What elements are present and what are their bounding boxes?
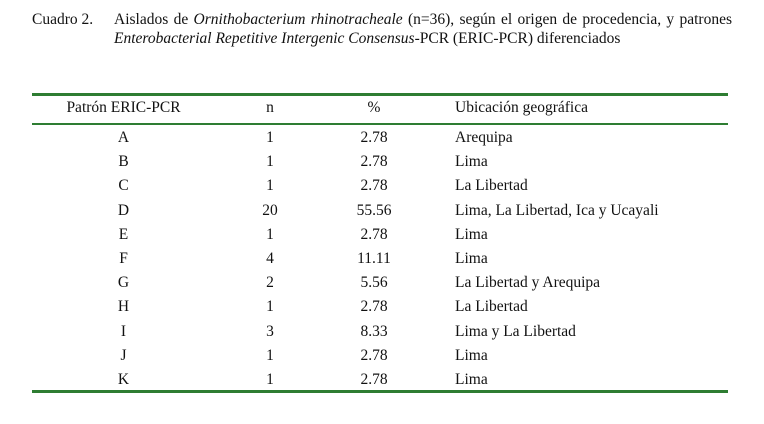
cell-n: 2: [266, 274, 274, 292]
cell-pattern: K: [117, 370, 130, 388]
table-bottom-rule: [32, 390, 728, 393]
cell-percent: 2.78: [360, 177, 388, 195]
cell-pattern: C: [118, 177, 129, 195]
cell-pattern: B: [118, 153, 129, 171]
table-header-row: [32, 99, 728, 121]
header-pattern: Patrón ERIC-PCR: [66, 99, 181, 116]
table-row: [32, 273, 728, 297]
table-row: [32, 322, 728, 346]
cell-percent: 2.78: [360, 370, 388, 388]
cell-percent: 2.78: [360, 346, 388, 364]
table-row: [32, 297, 728, 321]
header-n: n: [266, 99, 274, 116]
cell-percent: 2.78: [360, 225, 388, 243]
cell-location: La Libertad y Arequipa: [455, 274, 601, 292]
cell-location: Lima: [455, 370, 488, 388]
cell-percent: 2.78: [360, 298, 388, 316]
table-caption: [32, 10, 732, 48]
header-location: Ubicación geográfica: [455, 99, 588, 116]
caption-italic-species: Ornithobacterium rhinotracheale: [193, 11, 403, 28]
caption-text: [114, 10, 732, 48]
cell-n: 1: [266, 346, 274, 364]
cell-location: La Libertad: [455, 177, 528, 195]
cell-location: Lima: [455, 153, 488, 171]
cell-location: Lima y La Libertad: [455, 322, 576, 340]
cell-n: 3: [266, 322, 274, 340]
table-row: [32, 225, 728, 249]
caption-label: Cuadro 2.: [32, 11, 94, 28]
cell-location: Lima: [455, 249, 488, 267]
table-top-rule: [32, 93, 728, 96]
table-row: [32, 152, 728, 176]
cell-n: 1: [266, 153, 274, 171]
cell-n: 20: [262, 201, 278, 219]
caption-part-3: -PCR (ERIC-PCR) diferenciados: [414, 30, 621, 47]
cell-pattern: A: [117, 129, 130, 146]
table-body: [32, 128, 728, 394]
header-percent: %: [367, 99, 381, 116]
cell-pattern: D: [117, 201, 130, 219]
cell-percent: 5.56: [360, 274, 388, 292]
cell-pattern: E: [118, 225, 129, 243]
cell-pattern: H: [117, 298, 130, 316]
cell-percent: 11.11: [357, 249, 391, 267]
cell-pattern: F: [119, 249, 128, 267]
cell-n: 1: [266, 129, 274, 146]
cell-n: 1: [266, 370, 274, 388]
cell-pattern: J: [120, 346, 127, 364]
caption-part-2: (n=36), según el origen de procedencia, y patrones: [402, 11, 732, 28]
cell-pattern: G: [117, 274, 130, 292]
caption-italic-eric: Enterobacterial Repetitive Intergenic Consensus: [114, 30, 415, 47]
cell-n: 1: [266, 177, 274, 195]
table-row: [32, 128, 728, 152]
cell-percent: 2.78: [360, 129, 388, 146]
cell-percent: 8.33: [360, 322, 388, 340]
table-row: [32, 346, 728, 370]
cell-location: La Libertad: [455, 298, 528, 316]
cell-percent: 55.56: [356, 201, 392, 219]
cell-location: Lima: [455, 346, 488, 364]
cell-location: Arequipa: [455, 129, 513, 146]
cell-n: 4: [266, 249, 274, 267]
table-header-rule: [32, 123, 728, 125]
cell-percent: 2.78: [360, 153, 388, 171]
table-row: [32, 201, 728, 225]
cell-pattern: I: [120, 322, 127, 340]
cell-location: Lima, La Libertad, Ica y Ucayali: [455, 201, 659, 219]
table-row: [32, 176, 728, 200]
cell-n: 1: [266, 225, 274, 243]
cell-n: 1: [266, 298, 274, 316]
table-row: [32, 249, 728, 273]
cell-location: Lima: [455, 225, 488, 243]
caption-part-1: Aislados de: [114, 11, 194, 28]
